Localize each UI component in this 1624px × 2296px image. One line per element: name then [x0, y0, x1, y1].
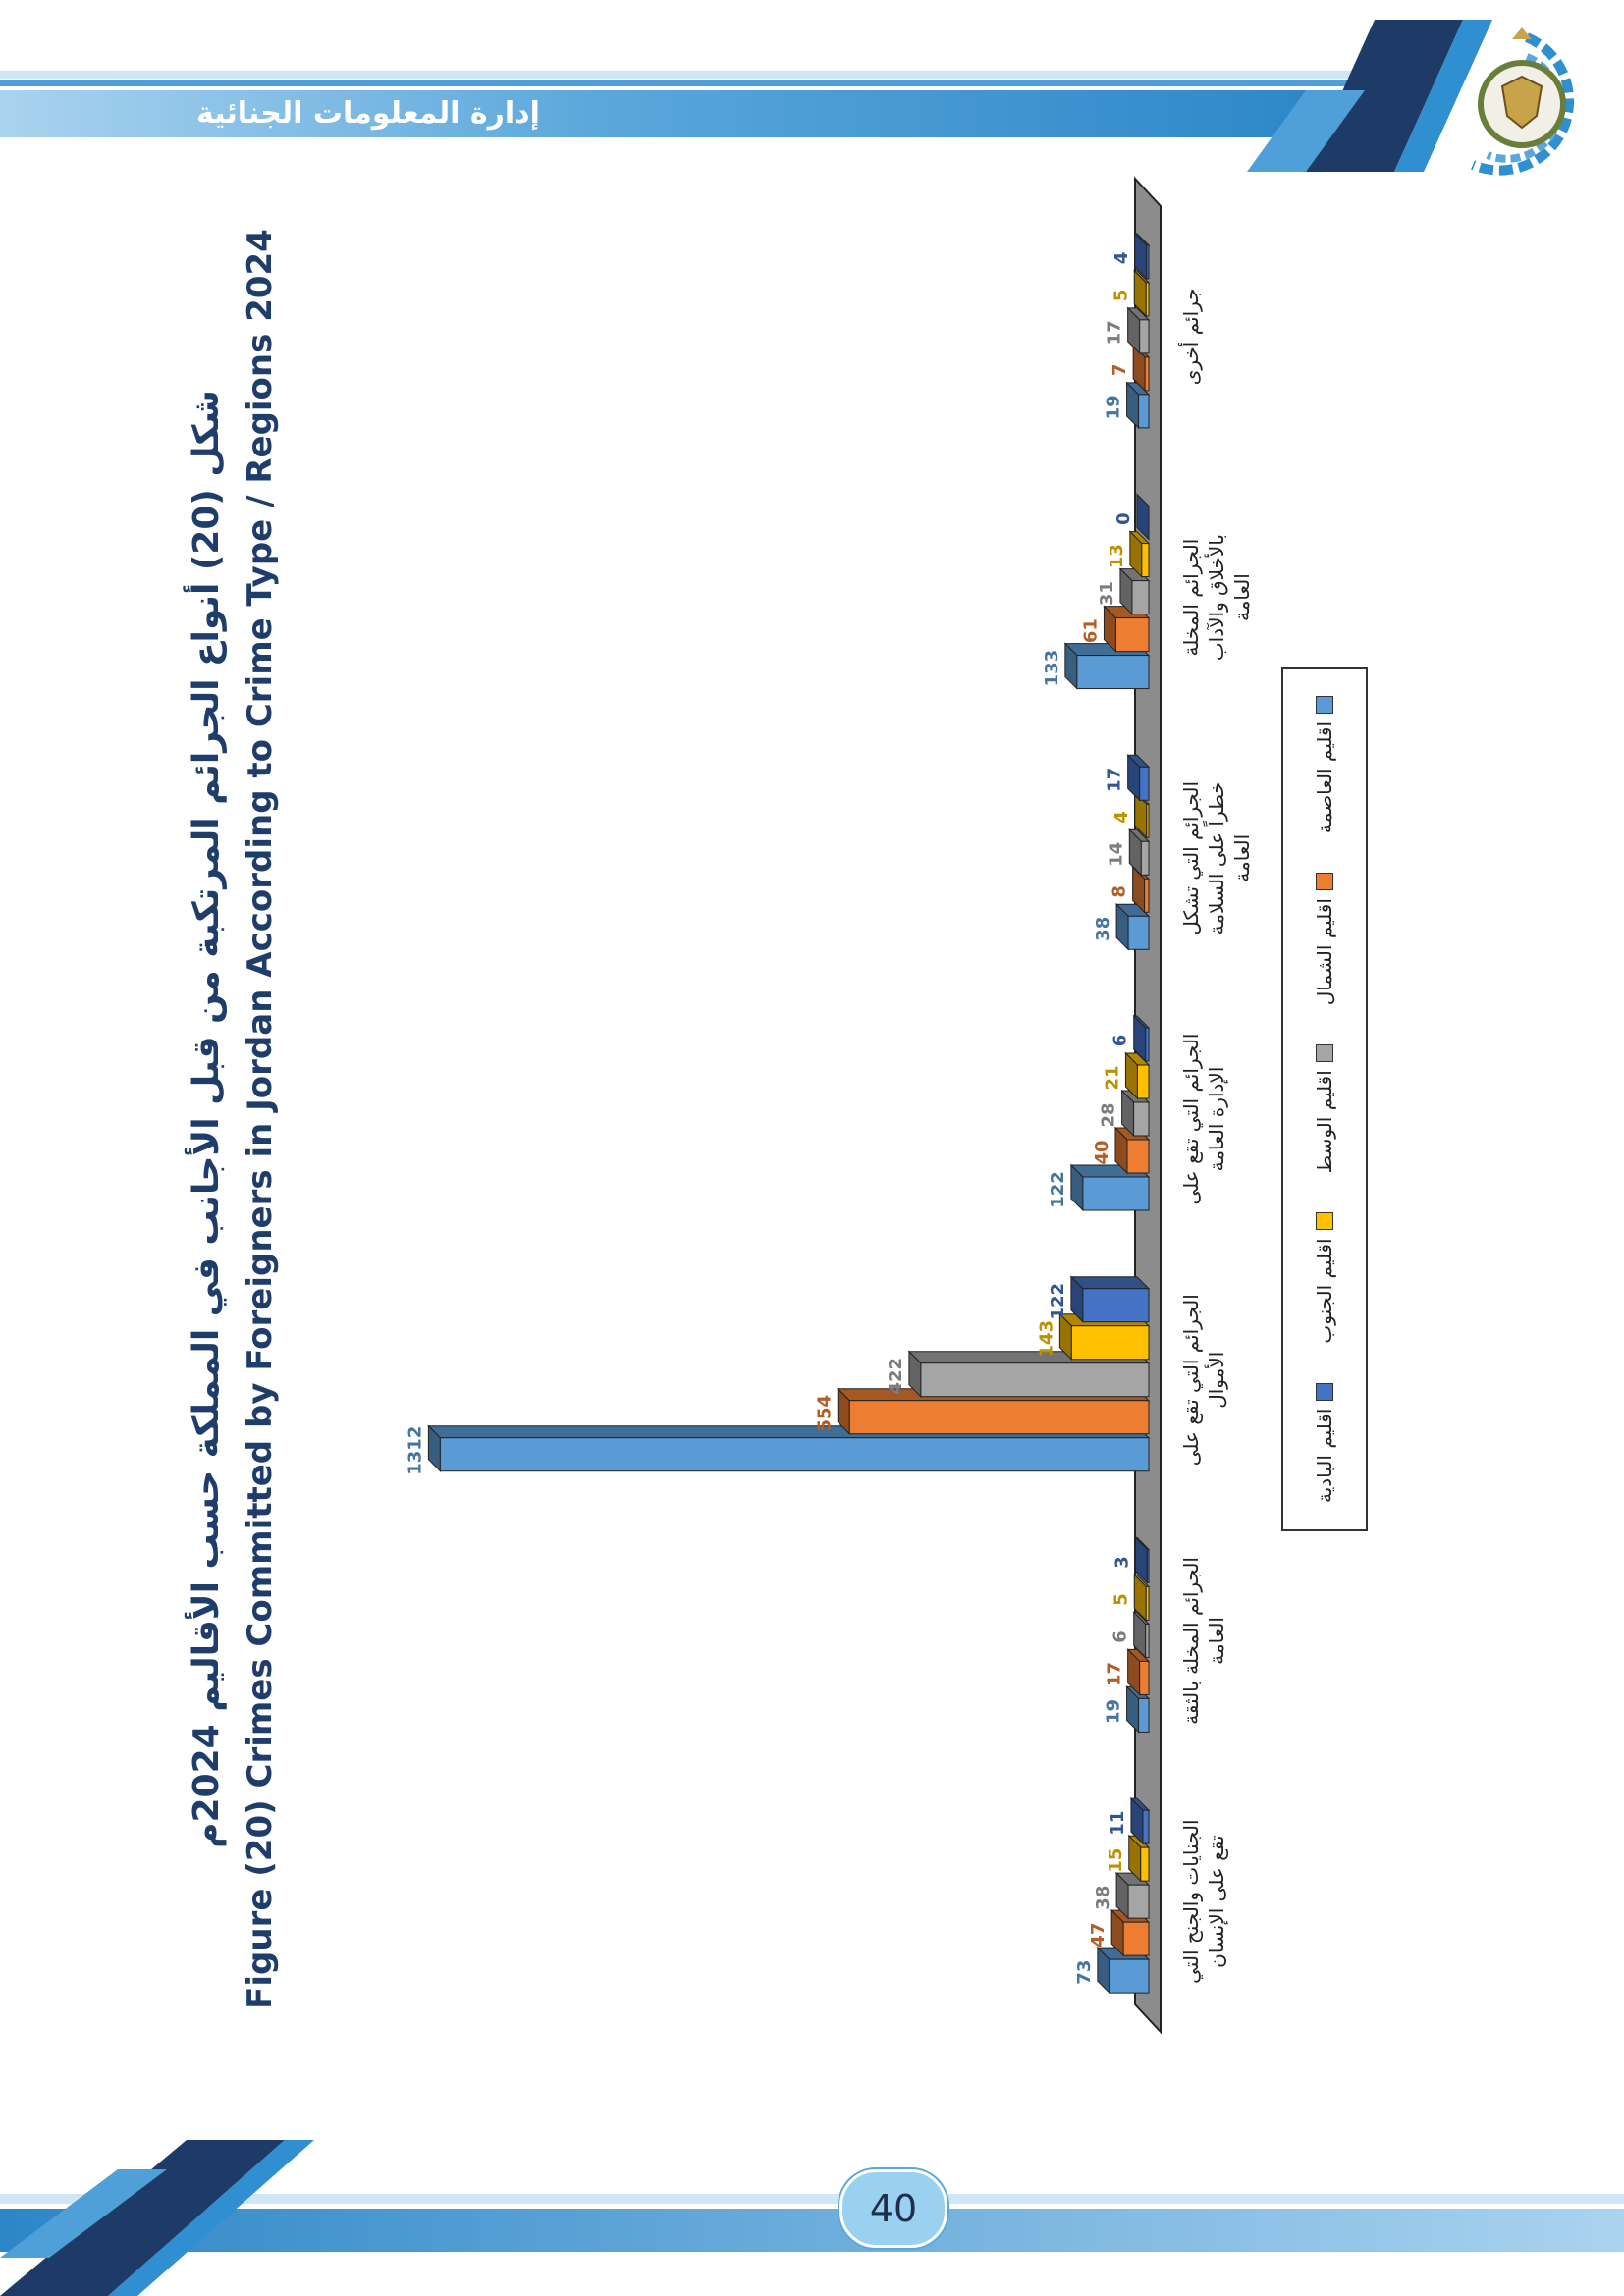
legend-swatch — [1316, 696, 1333, 714]
bar — [1140, 320, 1149, 353]
data-label: 554 — [814, 1394, 836, 1432]
data-label: 6 — [1110, 1034, 1131, 1047]
data-label: 17 — [1104, 320, 1125, 346]
data-label: 38 — [1093, 916, 1114, 941]
data-label: 61 — [1080, 618, 1102, 644]
legend-label: اقليم الشمال — [1313, 898, 1336, 1006]
category-label: الجنايات والجنح التي تقع على الإنسان — [1179, 1819, 1228, 1984]
data-label: 422 — [885, 1357, 906, 1395]
chart-title-arabic: شكل (20) أنواع الجرائم المرتكبة من قبل الأجانب في المملكة حسب الأقاليم 2024م — [187, 390, 227, 1848]
data-label: 122 — [1047, 1282, 1068, 1320]
category-label: الجرائم التي تقع على الإدارة العامة — [1179, 1033, 1228, 1205]
data-label: 143 — [1036, 1319, 1057, 1358]
chart-title-english: Figure (20) Crimes Committed by Foreigners in Jordan According to Crime Type / Regions 2024 — [241, 229, 280, 2009]
bar — [1140, 767, 1149, 800]
legend-item — [1313, 1383, 1336, 1503]
bar — [1145, 879, 1149, 912]
bar — [1083, 1177, 1149, 1210]
bar — [1071, 1326, 1149, 1360]
data-label: 15 — [1105, 1847, 1126, 1873]
bar — [1123, 1922, 1149, 1955]
bar — [1146, 283, 1149, 316]
bar — [1115, 618, 1149, 652]
category-label: الجرائم التي تشكل خطراً على السلامة العامة — [1179, 780, 1254, 935]
bar — [1142, 544, 1149, 577]
bar — [1128, 916, 1149, 949]
bar — [1128, 1885, 1149, 1918]
bar — [1141, 841, 1149, 875]
bar — [1147, 804, 1149, 837]
legend-label: اقليم الجنوب — [1313, 1238, 1336, 1344]
category-label: الجرائم المخلة بالثقة العامة — [1179, 1557, 1228, 1725]
data-label: 8 — [1109, 885, 1130, 898]
data-label: 4 — [1110, 251, 1132, 265]
legend-label: اقليم الوسط — [1313, 1070, 1336, 1174]
data-label: 3 — [1111, 1556, 1133, 1569]
data-label: 4 — [1110, 811, 1132, 824]
data-label: 19 — [1103, 395, 1124, 420]
data-label: 122 — [1047, 1171, 1068, 1208]
bar — [1147, 1549, 1149, 1582]
page-number: 40 — [839, 2169, 947, 2248]
legend-item — [1313, 1044, 1336, 1173]
bar — [1132, 581, 1149, 614]
bar — [1146, 1586, 1149, 1620]
data-label: 73 — [1073, 1959, 1095, 1985]
bar — [1083, 1289, 1149, 1322]
data-label: 13 — [1106, 544, 1127, 569]
header-stripe-mid — [0, 80, 1375, 86]
bar — [1139, 395, 1149, 428]
data-label: 5 — [1110, 1593, 1132, 1606]
bar — [1146, 1028, 1149, 1061]
bar — [849, 1401, 1149, 1434]
legend-swatch — [1316, 1044, 1333, 1062]
legend-swatch — [1316, 1383, 1333, 1401]
footer-decoration — [0, 2110, 1624, 2296]
data-label: 17 — [1104, 1661, 1125, 1686]
bar — [1140, 1661, 1149, 1694]
category-label: الجرائم التي تقع على الأموال — [1179, 1294, 1228, 1467]
data-label: 47 — [1088, 1922, 1110, 1948]
bar — [1134, 1102, 1149, 1136]
bar — [1141, 1847, 1149, 1881]
legend-label: اقليم البادية — [1313, 1408, 1336, 1504]
legend-label: اقليم العاصمة — [1313, 721, 1336, 834]
bar — [1127, 1140, 1149, 1173]
chart-legend — [1281, 667, 1368, 1531]
bar — [440, 1438, 1149, 1471]
category-label: جرائم أخرى — [1179, 288, 1203, 386]
bar — [1139, 1698, 1149, 1732]
chart-figure — [167, 128, 1483, 2110]
legend-swatch — [1316, 873, 1333, 890]
data-label: 17 — [1104, 767, 1125, 792]
data-label: 5 — [1110, 289, 1132, 302]
data-label: 31 — [1096, 581, 1117, 607]
legend-item — [1313, 696, 1336, 833]
legend-item — [1313, 1212, 1336, 1343]
bar — [921, 1363, 1149, 1397]
bar — [1077, 656, 1149, 689]
bar — [1137, 1065, 1149, 1098]
data-label: 28 — [1098, 1102, 1119, 1128]
data-label: 11 — [1107, 1810, 1128, 1836]
data-label: 14 — [1106, 841, 1127, 867]
data-label: 7 — [1110, 363, 1131, 377]
category-label: الجرائم المخلة بالأخلاق والآداب العامة — [1179, 533, 1254, 662]
data-label: 38 — [1093, 1885, 1114, 1910]
data-label: 133 — [1041, 649, 1062, 687]
bar — [1145, 357, 1149, 391]
header-title: إدارة المعلومات الجنائية — [196, 96, 540, 131]
data-label: 40 — [1092, 1140, 1112, 1165]
legend-item — [1313, 873, 1336, 1005]
data-label: 1312 — [405, 1425, 426, 1475]
data-label: 21 — [1102, 1065, 1123, 1091]
header-stripe-top — [0, 71, 1394, 79]
data-label: 0 — [1113, 512, 1134, 525]
bar-side — [1071, 1277, 1149, 1289]
data-label: 19 — [1103, 1698, 1124, 1724]
bar — [1110, 1959, 1149, 1993]
data-label: 6 — [1110, 1630, 1131, 1643]
legend-swatch — [1316, 1212, 1333, 1230]
bar — [1147, 245, 1149, 279]
bar — [1143, 1810, 1149, 1843]
bar — [1146, 1624, 1149, 1657]
